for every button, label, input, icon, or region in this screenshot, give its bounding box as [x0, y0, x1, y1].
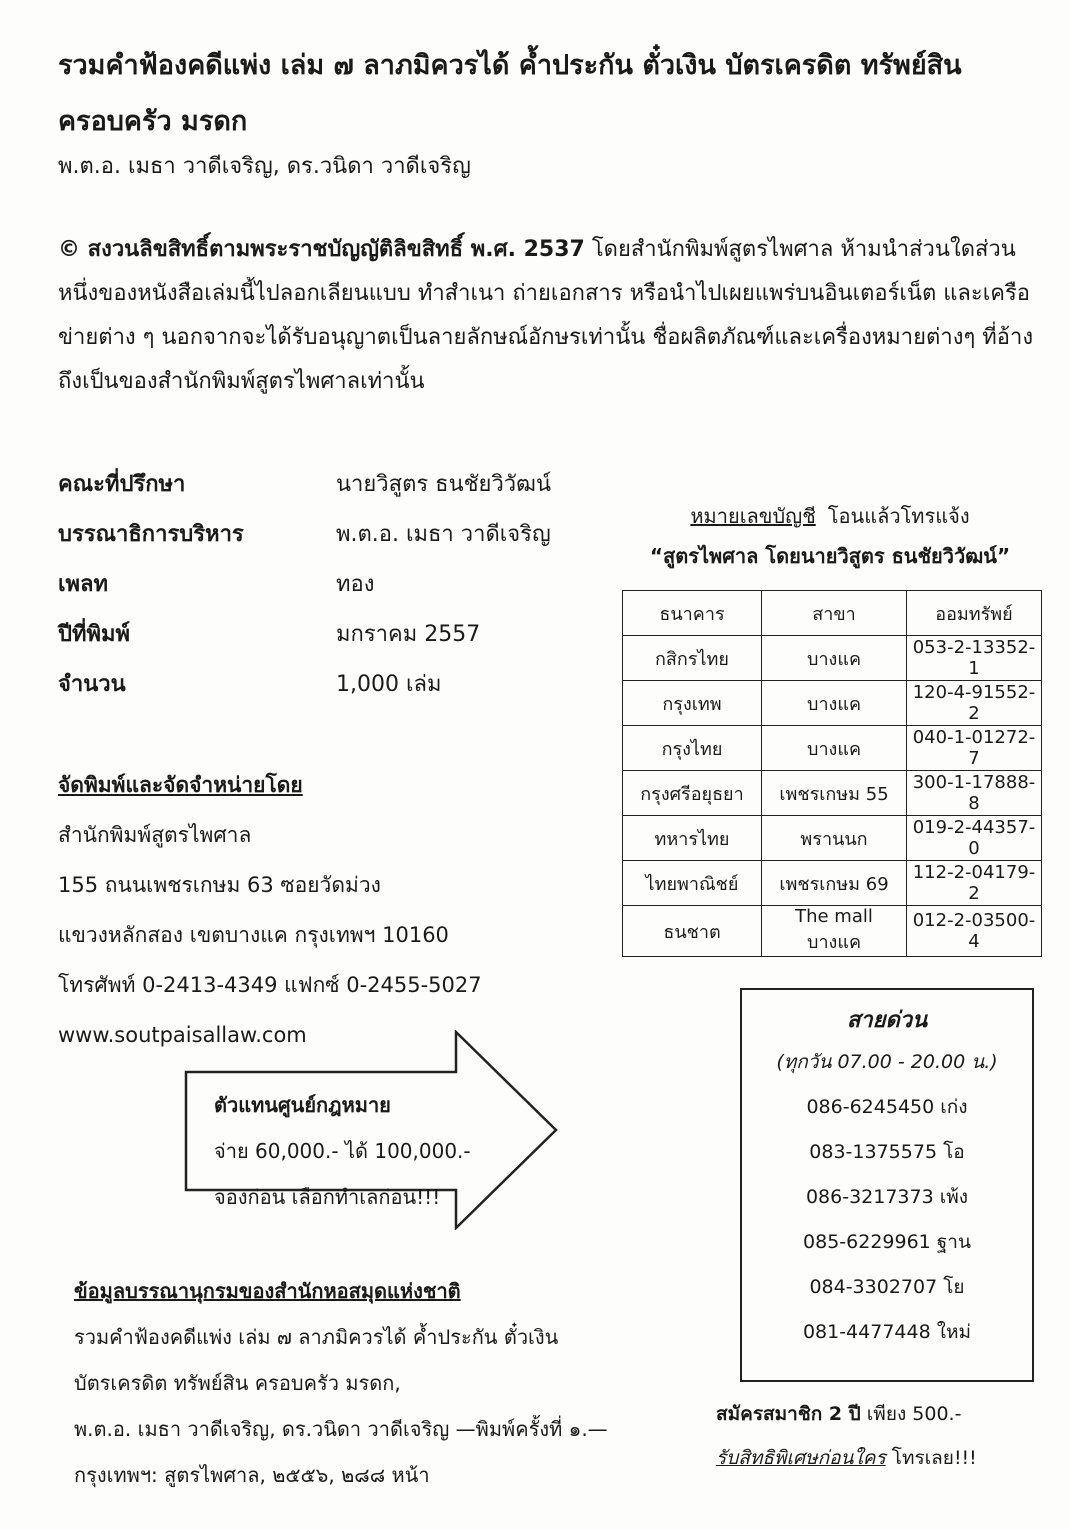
info-row: [58, 508, 551, 558]
copyright-notice: [58, 228, 1038, 404]
hotline-phone: 083-1375575 โอ: [809, 1141, 965, 1163]
membership-offer: สมัครสมาชิก 2 ปี: [716, 1403, 861, 1425]
account-cell: 019-2-44357-0: [907, 816, 1042, 861]
table-row: [623, 816, 1042, 861]
authors: พ.ต.อ. เมธา วาดีเจริญ, ดร.วนิดา วาดีเจริญ: [58, 154, 471, 179]
info-value: พ.ต.อ. เมธา วาดีเจริญ: [336, 521, 551, 547]
agent-heading: ตัวแทนศูนย์กฎหมาย: [214, 1093, 391, 1117]
header-branch: สาขา: [762, 591, 907, 636]
membership-price: เพียง 500.-: [866, 1403, 962, 1425]
membership-promo: [716, 1392, 977, 1480]
table-row: [623, 861, 1042, 906]
agent-note: จองก่อน เลือกทำเลก่อน!!!: [214, 1185, 441, 1209]
publisher-name: สำนักพิมพ์สูตรไพศาล: [58, 823, 252, 847]
info-value: มกราคม 2557: [336, 621, 481, 647]
bank-account-table: [622, 590, 1042, 957]
bank-cell: กรุงเทพ: [623, 681, 762, 726]
account-cell: 053-2-13352-1: [907, 636, 1042, 681]
branch-cell: The mall บางแค: [762, 906, 907, 957]
account-cell: 040-1-01272-7: [907, 726, 1042, 771]
account-label: หมายเลขบัญชี: [690, 504, 816, 528]
bank-cell: กรุงศรีอยุธยา: [623, 771, 762, 816]
account-cell: 112-2-04179-2: [907, 861, 1042, 906]
account-heading: [620, 496, 1040, 576]
bank-cell: กรุงไทย: [623, 726, 762, 771]
publisher-address: 155 ถนนเพชรเกษม 63 ซอยวัดม่วง: [58, 873, 381, 897]
table-row: [623, 681, 1042, 726]
agent-promo: [214, 1082, 471, 1220]
table-row: [623, 906, 1042, 957]
info-label: ปีที่พิมพ์: [58, 621, 130, 647]
book-title: รวมคำฟ้องคดีแพ่ง เล่ม ๗ ลาภมิควรได้ ค้ำประกัน ตั๋วเงิน บัตรเครดิต ทรัพย์สิน ครอบครัว มรดก: [58, 50, 962, 137]
catalog-heading: ข้อมูลบรรณานุกรมของสำนักหอสมุดแห่งชาติ: [74, 1279, 461, 1303]
catalog-line: รวมคำฟ้องคดีแพ่ง เล่ม ๗ ลาภมิควรได้ ค้ำประกัน ตั๋วเงิน: [74, 1325, 559, 1349]
copyright-heading: © สงวนลิขสิทธิ์ตามพระราชบัญญัติลิขสิทธิ์ พ.ศ. 2537: [58, 237, 585, 262]
account-note: โอนแล้วโทรแจ้ง: [827, 504, 970, 528]
hotline-phone: 086-3217373 เพ้ง: [805, 1186, 969, 1208]
info-label: คณะที่ปรึกษา: [58, 471, 186, 497]
info-row: [58, 658, 551, 708]
account-cell: 300-1-17888-8: [907, 771, 1042, 816]
catalog-block: [74, 1268, 608, 1498]
info-label: จำนวน: [58, 671, 126, 697]
catalog-line: กรุงเทพฯ: สูตรไพศาล, ๒๕๕๖, ๒๘๘ หน้า: [74, 1463, 430, 1487]
info-value: นายวิสูตร ธนชัยวิวัฒน์: [336, 471, 552, 497]
header-bank: ธนาคาร: [623, 591, 762, 636]
branch-cell: พรานนก: [762, 816, 907, 861]
branch-cell: บางแค: [762, 726, 907, 771]
branch-cell: บางแค: [762, 681, 907, 726]
info-value: ทอง: [336, 571, 375, 597]
branch-cell: บางแค: [762, 636, 907, 681]
info-label: บรรณาธิการบริหาร: [58, 521, 244, 547]
bank-cell: ทหารไทย: [623, 816, 762, 861]
membership-benefit: รับสิทธิพิเศษก่อนใคร: [716, 1447, 886, 1469]
catalog-line: พ.ต.อ. เมธา วาดีเจริญ, ดร.วนิดา วาดีเจริญ —พิมพ์ครั้งที่ ๑.—: [74, 1417, 608, 1441]
table-row: [623, 636, 1042, 681]
publisher-heading: จัดพิมพ์และจัดจำหน่ายโดย: [58, 773, 303, 797]
hotline-box: [740, 988, 1034, 1382]
publisher-website[interactable]: www.soutpaisallaw.com: [58, 1023, 307, 1047]
hotline-hours: (ทุกวัน 07.00 - 20.00 น.): [776, 1051, 998, 1073]
header-savings: ออมทรัพย์: [907, 591, 1042, 636]
publisher-phone: โทรศัพท์ 0-2413-4349 แฟกซ์ 0-2455-5027: [58, 973, 482, 997]
publisher-address: แขวงหลักสอง เขตบางแค กรุงเทพฯ 10160: [58, 923, 449, 947]
table-header: [623, 591, 1042, 636]
info-label: เพลท: [58, 571, 109, 597]
info-value: 1,000 เล่ม: [336, 671, 442, 697]
publisher-block: [58, 760, 482, 1060]
info-row: [58, 458, 551, 508]
publication-info: [58, 458, 551, 708]
info-row: [58, 558, 551, 608]
table-row: [623, 771, 1042, 816]
bank-cell: กสิกรไทย: [623, 636, 762, 681]
branch-cell: เพชรเกษม 55: [762, 771, 907, 816]
copyright-text: โดยสำนักพิมพ์สูตรไพศาล ห้ามนำส่วนใดส่วนหนึ่งของหนังสือเล่มนี้ไปลอกเลียนแบบ ทำสำเนา ถ่ายเอกสาร หรือนำไปเผยแพร่บนอินเตอร์เน็ต และเครือข่ายต่าง ๆ นอกจากจะได้รับอนุญาตเป็นลายลักษณ์อักษรเท่านั้น ชื่อผลิตภัณฑ์และเครื่องหมายต่างๆ ที่อ้างถึงเป็นของสำนักพิมพ์สูตรไพศาลเท่านั้น: [58, 237, 1034, 394]
hotline-phone: 081-4477448 ใหม่: [802, 1321, 972, 1343]
agent-price: จ่าย 60,000.- ได้ 100,000.-: [214, 1139, 471, 1163]
hotline-phone: 086-6245450 เก่ง: [806, 1096, 968, 1118]
hotline-phone: 085-6229961 ฐาน: [803, 1231, 971, 1253]
account-cell: 012-2-03500-4: [907, 906, 1042, 957]
account-name: “สูตรไพศาล โดยนายวิสูตร ธนชัยวิวัฒน์”: [649, 544, 1011, 568]
branch-cell: เพชรเกษม 69: [762, 861, 907, 906]
bank-cell: ไทยพาณิชย์: [623, 861, 762, 906]
membership-call: โทรเลย!!!: [891, 1447, 977, 1469]
hotline-phone: 084-3302707 โย: [809, 1276, 965, 1298]
info-row: [58, 608, 551, 658]
table-row: [623, 726, 1042, 771]
hotline-heading: สายด่วน: [846, 1008, 928, 1033]
catalog-line: บัตรเครดิต ทรัพย์สิน ครอบครัว มรดก,: [74, 1371, 401, 1395]
bank-cell: ธนชาต: [623, 906, 762, 957]
account-cell: 120-4-91552-2: [907, 681, 1042, 726]
